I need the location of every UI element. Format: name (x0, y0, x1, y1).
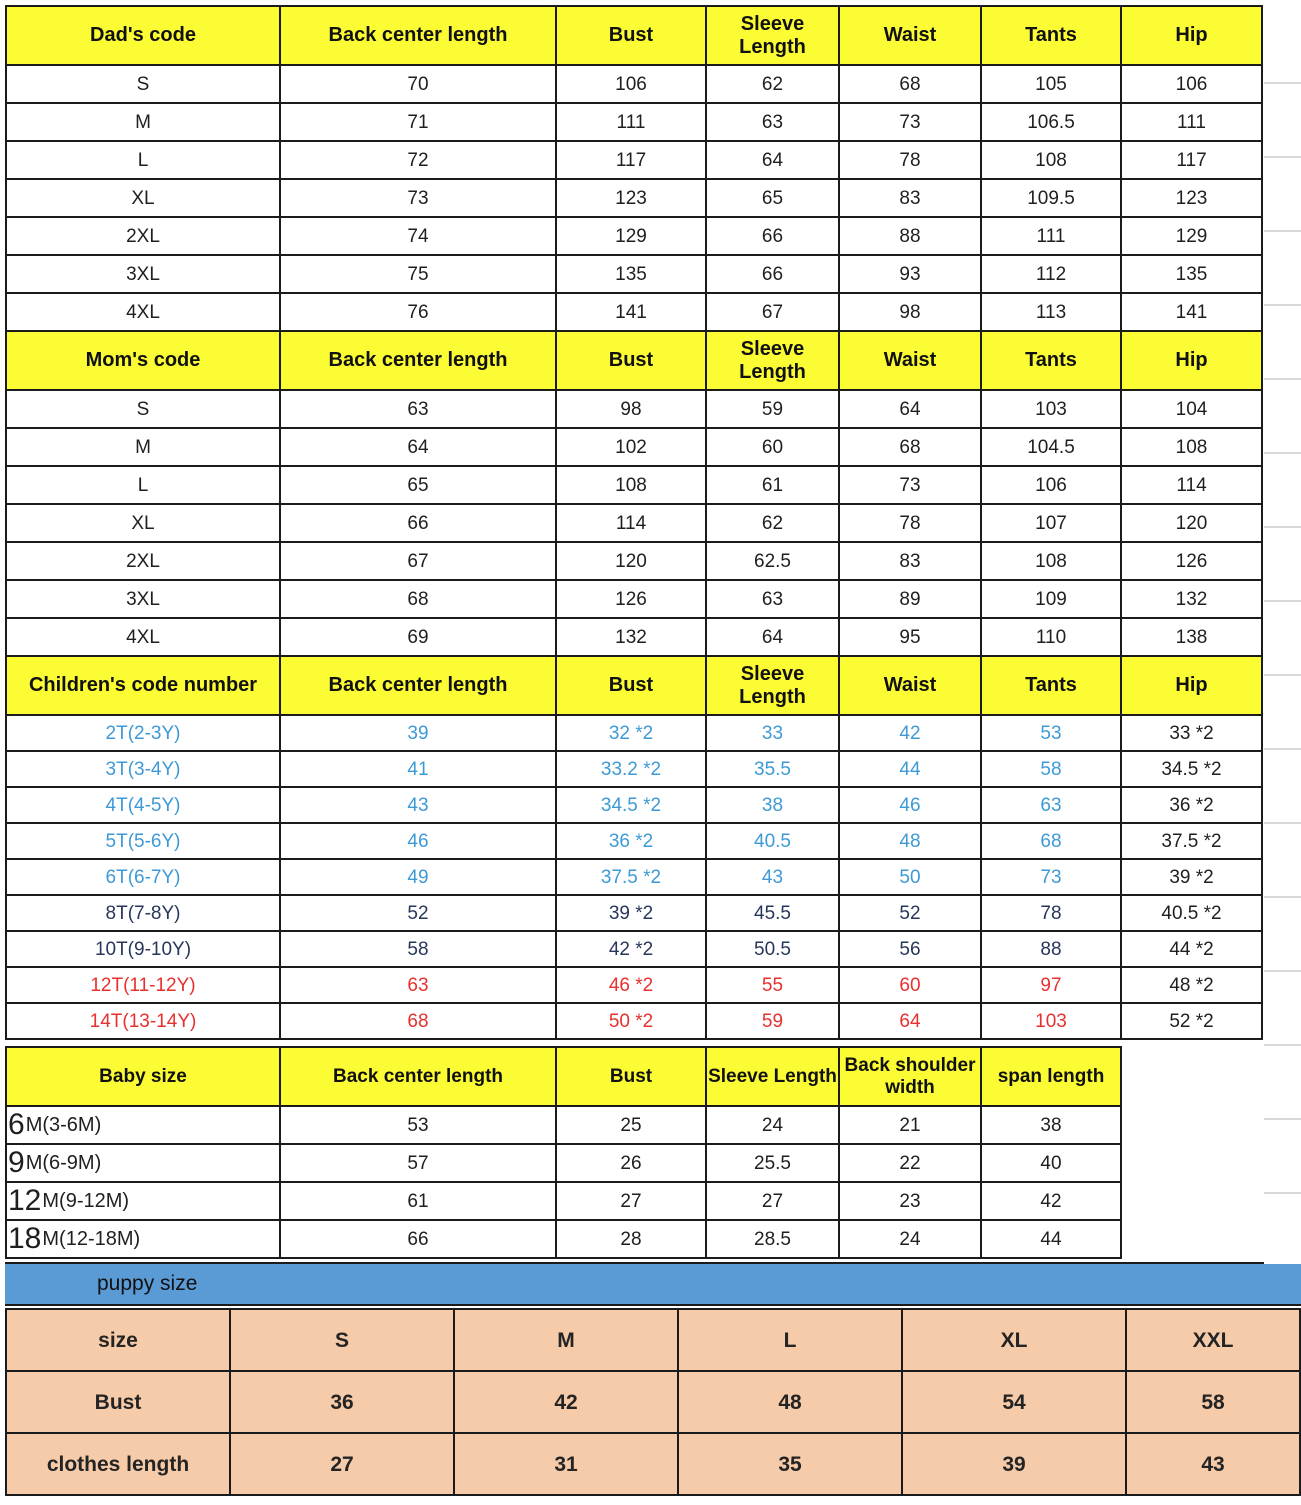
cell-value: 62 (707, 505, 838, 541)
cell-value: 27 (231, 1434, 453, 1494)
row-label: 14T(13-14Y) (7, 1004, 279, 1038)
column-header: Back center length (281, 1048, 555, 1105)
column-header: Waist (840, 657, 980, 714)
cell-value: 24 (707, 1107, 838, 1143)
cell-value: 107 (982, 505, 1120, 541)
cell-value: 33.2 *2 (557, 752, 705, 786)
cell-value: 141 (557, 294, 705, 330)
cell-value: 56 (840, 932, 980, 966)
cell-value: 42 (455, 1372, 677, 1432)
cell-value: 66 (707, 218, 838, 254)
row-label: 8T(7-8Y) (7, 896, 279, 930)
cell-value: 27 (707, 1183, 838, 1219)
cell-value: 66 (281, 505, 555, 541)
cell-value: 57 (281, 1145, 555, 1181)
cell-value: 39 (281, 716, 555, 750)
cell-value: 74 (281, 218, 555, 254)
cell-value: 22 (840, 1145, 980, 1181)
cell-value: 66 (281, 1221, 555, 1257)
cell-value: 103 (982, 391, 1120, 427)
cell-value: 26 (557, 1145, 705, 1181)
cell-value: 78 (982, 896, 1120, 930)
cell-value: 89 (840, 581, 980, 617)
row-label: 2XL (7, 543, 279, 579)
mom-size-table (5, 332, 1263, 657)
cell-value: 34.5 *2 (557, 788, 705, 822)
cell-value: 38 (982, 1107, 1120, 1143)
cell-value: 63 (982, 788, 1120, 822)
cell-value: 54 (903, 1372, 1125, 1432)
cell-value: 141 (1122, 294, 1261, 330)
column-header: Bust (557, 332, 705, 389)
cell-value: S (231, 1310, 453, 1370)
cell-value: 58 (1127, 1372, 1299, 1432)
cell-value: 28 (557, 1221, 705, 1257)
row-label: 2XL (7, 218, 279, 254)
row-label: S (7, 391, 279, 427)
baby-size-big-digit: 12 (8, 1184, 42, 1217)
row-label: Bust (7, 1372, 229, 1432)
cell-value: 123 (557, 180, 705, 216)
baby-size-big-digit: 6 (8, 1108, 25, 1141)
cell-value: 50 *2 (557, 1004, 705, 1038)
row-label: 4XL (7, 294, 279, 330)
cell-value: 103 (982, 1004, 1120, 1038)
column-header: Mom's code (7, 332, 279, 389)
column-header: Children's code number (7, 657, 279, 714)
cell-value: 117 (1122, 142, 1261, 178)
cell-value: 98 (840, 294, 980, 330)
cell-value: 28.5 (707, 1221, 838, 1257)
column-header: Back shoulder width (840, 1048, 980, 1105)
cell-value: 138 (1122, 619, 1261, 655)
cell-value: 42 (840, 716, 980, 750)
cell-value: 98 (557, 391, 705, 427)
cell-value: 135 (1122, 256, 1261, 292)
cell-value: 64 (707, 619, 838, 655)
cell-value: 106 (982, 467, 1120, 503)
row-label: clothes length (7, 1434, 229, 1494)
baby-size-big-digit: 9 (8, 1146, 25, 1179)
cell-value: 76 (281, 294, 555, 330)
cell-value: 45.5 (707, 896, 838, 930)
column-header: Bust (557, 657, 705, 714)
cell-value: 106 (1122, 66, 1261, 102)
cell-value: 43 (1127, 1434, 1299, 1494)
cell-value: 132 (557, 619, 705, 655)
cell-value: 43 (281, 788, 555, 822)
cell-value: 52 *2 (1122, 1004, 1261, 1038)
cell-value: 64 (840, 1004, 980, 1038)
cell-value: 120 (557, 543, 705, 579)
cell-value: 88 (982, 932, 1120, 966)
cell-value: 43 (707, 860, 838, 894)
column-header: Hip (1122, 7, 1261, 64)
column-header: Back center length (281, 332, 555, 389)
cell-value: 73 (281, 180, 555, 216)
cell-value: 106.5 (982, 104, 1120, 140)
cell-value: 49 (281, 860, 555, 894)
cell-value: 44 (840, 752, 980, 786)
row-label: S (7, 66, 279, 102)
row-label: M (7, 429, 279, 465)
column-header: Hip (1122, 332, 1261, 389)
cell-value: 48 (679, 1372, 901, 1432)
cell-value: 58 (281, 932, 555, 966)
cell-value: 72 (281, 142, 555, 178)
cell-value: 31 (455, 1434, 677, 1494)
row-label: L (7, 467, 279, 503)
cell-value: 110 (982, 619, 1120, 655)
cell-value: 64 (840, 391, 980, 427)
row-label: 12T(11-12Y) (7, 968, 279, 1002)
cell-value: 40.5 (707, 824, 838, 858)
cell-value: 73 (982, 860, 1120, 894)
cell-value: 78 (840, 142, 980, 178)
cell-value: 108 (1122, 429, 1261, 465)
column-header: Bust (557, 1048, 705, 1105)
cell-value: 93 (840, 256, 980, 292)
cell-value: 44 (982, 1221, 1120, 1257)
cell-value: 78 (840, 505, 980, 541)
column-header: Tants (982, 657, 1120, 714)
puppy-size-title: puppy size (97, 1272, 198, 1295)
cell-value: 48 *2 (1122, 968, 1261, 1002)
cell-value: M (455, 1310, 677, 1370)
row-label: XL (7, 180, 279, 216)
cell-value: 68 (982, 824, 1120, 858)
cell-value: 70 (281, 66, 555, 102)
column-header: Back center length (281, 657, 555, 714)
cell-value: 46 *2 (557, 968, 705, 1002)
column-header: Dad's code (7, 7, 279, 64)
cell-value: 25.5 (707, 1145, 838, 1181)
cell-value: 67 (707, 294, 838, 330)
cell-value: 66 (707, 256, 838, 292)
cell-value: 36 *2 (1122, 788, 1261, 822)
cell-value: 123 (1122, 180, 1261, 216)
cell-value: 114 (1122, 467, 1261, 503)
cell-value: 50.5 (707, 932, 838, 966)
cell-value: 48 (840, 824, 980, 858)
cell-value: 65 (281, 467, 555, 503)
row-label: 5T(5-6Y) (7, 824, 279, 858)
cell-value: 32 *2 (557, 716, 705, 750)
cell-value: 21 (840, 1107, 980, 1143)
cell-value: 52 (281, 896, 555, 930)
cell-value: 95 (840, 619, 980, 655)
cell-value: 33 *2 (1122, 716, 1261, 750)
cell-value: 59 (707, 391, 838, 427)
cell-value: 63 (707, 581, 838, 617)
cell-value: 42 (982, 1183, 1120, 1219)
cell-value: 64 (281, 429, 555, 465)
children-size-table (5, 657, 1263, 1040)
cell-value: 27 (557, 1183, 705, 1219)
row-label: 9 M(6-9M) (7, 1145, 279, 1181)
puppy-size-table (5, 1308, 1301, 1496)
cell-value: 129 (1122, 218, 1261, 254)
cell-value: XL (903, 1310, 1125, 1370)
column-header: Baby size (7, 1048, 279, 1105)
cell-value: 83 (840, 543, 980, 579)
row-label: 4T(4-5Y) (7, 788, 279, 822)
column-header: Sleeve Length (707, 657, 838, 714)
column-header: Tants (982, 7, 1120, 64)
cell-value: 111 (1122, 104, 1261, 140)
cell-value: 73 (840, 467, 980, 503)
cell-value: 52 (840, 896, 980, 930)
cell-value: 108 (982, 543, 1120, 579)
cell-value: 39 (903, 1434, 1125, 1494)
cell-value: 53 (281, 1107, 555, 1143)
cell-value: 44 *2 (1122, 932, 1261, 966)
cell-value: L (679, 1310, 901, 1370)
cell-value: 62.5 (707, 543, 838, 579)
cell-value: 46 (840, 788, 980, 822)
cell-value: 75 (281, 256, 555, 292)
row-label: 12 M(9-12M) (7, 1183, 279, 1219)
row-label: size (7, 1310, 229, 1370)
cell-value: 111 (557, 104, 705, 140)
cell-value: 63 (707, 104, 838, 140)
column-header: Sleeve Length (707, 7, 838, 64)
column-header: span length (982, 1048, 1120, 1105)
cell-value: 111 (982, 218, 1120, 254)
cell-value: XXL (1127, 1310, 1299, 1370)
cell-value: 50 (840, 860, 980, 894)
cell-value: 83 (840, 180, 980, 216)
column-header: Bust (557, 7, 705, 64)
cell-value: 69 (281, 619, 555, 655)
cell-value: 71 (281, 104, 555, 140)
row-label: 6 M(3-6M) (7, 1107, 279, 1143)
cell-value: 55 (707, 968, 838, 1002)
column-header: Waist (840, 7, 980, 64)
cell-value: 132 (1122, 581, 1261, 617)
cell-value: 63 (281, 391, 555, 427)
row-label: 3XL (7, 256, 279, 292)
row-label: 4XL (7, 619, 279, 655)
cell-value: 104 (1122, 391, 1261, 427)
row-label: 18 M(12-18M) (7, 1221, 279, 1257)
row-label: M (7, 104, 279, 140)
row-label: 3T(3-4Y) (7, 752, 279, 786)
cell-value: 117 (557, 142, 705, 178)
cell-value: 38 (707, 788, 838, 822)
cell-value: 33 (707, 716, 838, 750)
cell-value: 68 (840, 66, 980, 102)
cell-value: 34.5 *2 (1122, 752, 1261, 786)
cell-value: 63 (281, 968, 555, 1002)
cell-value: 108 (557, 467, 705, 503)
cell-value: 40.5 *2 (1122, 896, 1261, 930)
cell-value: 97 (982, 968, 1120, 1002)
cell-value: 37.5 *2 (1122, 824, 1261, 858)
cell-value: 39 *2 (1122, 860, 1261, 894)
cell-value: 104.5 (982, 429, 1120, 465)
cell-value: 25 (557, 1107, 705, 1143)
column-header: Hip (1122, 657, 1261, 714)
cell-value: 109.5 (982, 180, 1120, 216)
row-label: XL (7, 505, 279, 541)
column-header: Back center length (281, 7, 555, 64)
cell-value: 40 (982, 1145, 1120, 1181)
cell-value: 135 (557, 256, 705, 292)
cell-value: 64 (707, 142, 838, 178)
cell-value: 113 (982, 294, 1120, 330)
cell-value: 23 (840, 1183, 980, 1219)
cell-value: 68 (281, 581, 555, 617)
column-header: Tants (982, 332, 1120, 389)
cell-value: 36 (231, 1372, 453, 1432)
cell-value: 126 (1122, 543, 1261, 579)
cell-value: 65 (707, 180, 838, 216)
row-label: 6T(6-7Y) (7, 860, 279, 894)
cell-value: 73 (840, 104, 980, 140)
cell-value: 60 (707, 429, 838, 465)
cell-value: 67 (281, 543, 555, 579)
dad-size-table (5, 5, 1263, 332)
puppy-size-section-header (5, 1262, 1301, 1306)
cell-value: 114 (557, 505, 705, 541)
cell-value: 35.5 (707, 752, 838, 786)
cell-value: 120 (1122, 505, 1261, 541)
cell-value: 39 *2 (557, 896, 705, 930)
row-label: L (7, 142, 279, 178)
cell-value: 109 (982, 581, 1120, 617)
cell-value: 41 (281, 752, 555, 786)
column-header: Sleeve Length (707, 332, 838, 389)
cell-value: 60 (840, 968, 980, 1002)
spreadsheet-gridline-strip (1264, 10, 1301, 1264)
cell-value: 24 (840, 1221, 980, 1257)
row-label: 2T(2-3Y) (7, 716, 279, 750)
column-header: Waist (840, 332, 980, 389)
cell-value: 61 (707, 467, 838, 503)
cell-value: 129 (557, 218, 705, 254)
cell-value: 53 (982, 716, 1120, 750)
row-label: 10T(9-10Y) (7, 932, 279, 966)
cell-value: 42 *2 (557, 932, 705, 966)
cell-value: 126 (557, 581, 705, 617)
cell-value: 88 (840, 218, 980, 254)
cell-value: 106 (557, 66, 705, 102)
cell-value: 61 (281, 1183, 555, 1219)
cell-value: 102 (557, 429, 705, 465)
cell-value: 62 (707, 66, 838, 102)
cell-value: 35 (679, 1434, 901, 1494)
cell-value: 68 (840, 429, 980, 465)
cell-value: 36 *2 (557, 824, 705, 858)
cell-value: 59 (707, 1004, 838, 1038)
baby-size-table (5, 1046, 1122, 1259)
cell-value: 105 (982, 66, 1120, 102)
column-header: Sleeve Length (707, 1048, 838, 1105)
cell-value: 58 (982, 752, 1120, 786)
cell-value: 37.5 *2 (557, 860, 705, 894)
cell-value: 108 (982, 142, 1120, 178)
cell-value: 46 (281, 824, 555, 858)
cell-value: 112 (982, 256, 1120, 292)
row-label: 3XL (7, 581, 279, 617)
baby-size-big-digit: 18 (8, 1222, 42, 1255)
cell-value: 68 (281, 1004, 555, 1038)
